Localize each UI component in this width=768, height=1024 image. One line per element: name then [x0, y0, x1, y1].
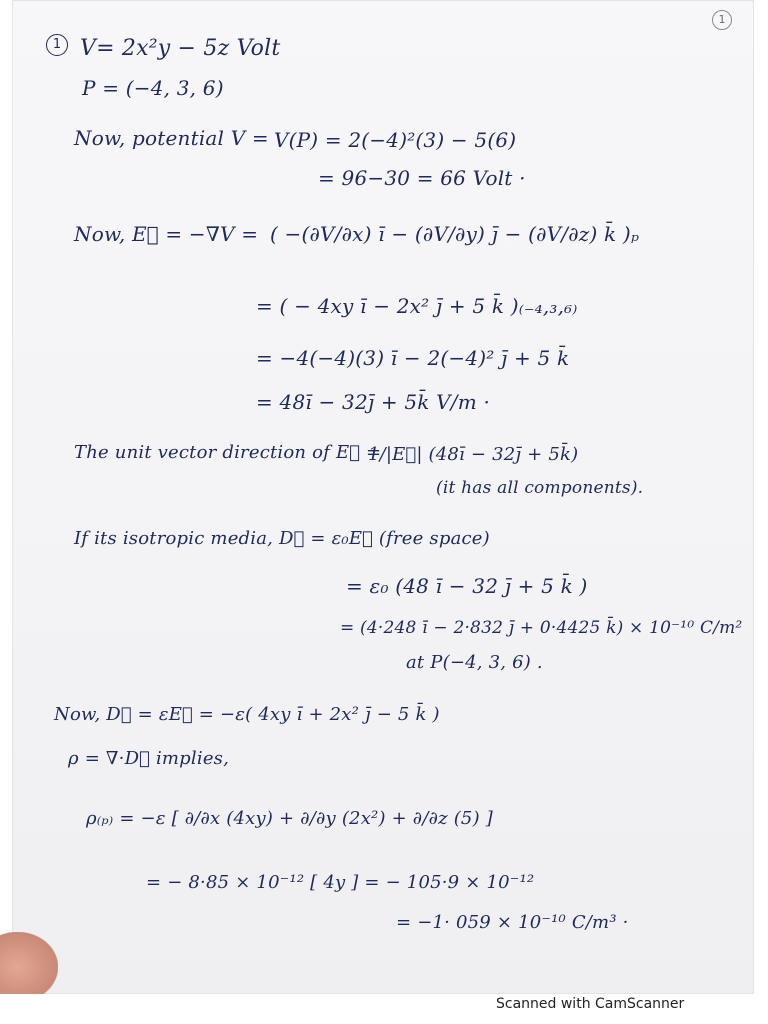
scanner-footer [0, 994, 768, 1024]
unit-vector-value: 1/|E⃗| (48ī − 32j̄ + 5k̄) [368, 444, 579, 465]
unit-vector-heading: The unit vector direction of E⃗ = [74, 442, 382, 463]
field-heading: Now, E⃗ = −∇V = [74, 222, 259, 246]
given-point: P = (−4, 3, 6) [82, 76, 224, 100]
unit-vector-note: (it has all components). [436, 478, 644, 498]
charge-result: = −1· 059 × 10⁻¹⁰ C/m³ · [396, 912, 629, 933]
flux-point: at P(−4, 3, 6) . [406, 652, 543, 673]
potential-result: = 96−30 = 66 Volt · [318, 166, 526, 190]
charge-density: ρ₍ₚ₎ = −ε [ ∂/∂x (4xy) + ∂/∂y (2x²) + ∂/∂z (5) ] [86, 808, 493, 829]
field-step-2: = −4(−4)(3) ī − 2(−4)² j̄ + 5 k̄ [256, 346, 570, 370]
page-number: 1 [712, 10, 732, 30]
general-flux: Now, D⃗ = εE⃗ = −ε( 4xy ī + 2x² j̄ − 5 k̄ ) [54, 704, 440, 725]
field-result: = 48ī − 32j̄ + 5k̄ V/m · [256, 390, 491, 414]
potential-eval: V(P) = 2(−4)²(3) − 5(6) [274, 128, 517, 152]
question-number: 1 [46, 34, 68, 56]
charge-step: = − 8·85 × 10⁻¹² [ 4y ] = − 105·9 × 10⁻¹² [146, 872, 535, 893]
finger-holding-page [0, 932, 58, 1002]
flux-step-1: = ε₀ (48 ī − 32 j̄ + 5 k̄ ) [346, 574, 588, 598]
given-potential: V= 2x²y − 5z Volt [80, 36, 281, 61]
isotropic-heading: If its isotropic media, D⃗ = ε₀E⃗ (free space) [74, 528, 490, 549]
scanner-watermark: Scanned with CamScanner [496, 996, 685, 1012]
field-step-1: = ( − 4xy ī − 2x² j̄ + 5 k̄ )₍₋₄,₃,₆₎ [256, 294, 578, 318]
field-gradient: ( −(∂V/∂x) ī − (∂V/∂y) j̄ − (∂V/∂z) k̄ )ₚ [270, 222, 640, 246]
potential-heading: Now, potential V = [74, 126, 269, 150]
flux-step-2: = (4·248 ī − 2·832 j̄ + 0·4425 k̄) × 10⁻¹⁰ C/m² [340, 618, 743, 638]
divergence-heading: ρ = ∇·D⃗ implies, [68, 748, 230, 769]
scanned-page [12, 0, 754, 994]
